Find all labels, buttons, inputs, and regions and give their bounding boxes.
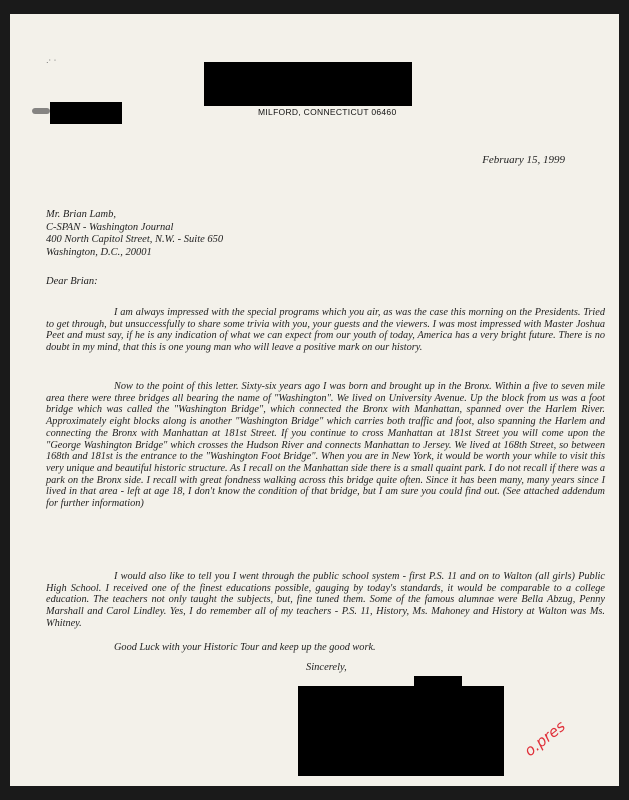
- closing: Sincerely,: [306, 662, 347, 673]
- letter-page: [10, 14, 619, 786]
- paragraph-4: Good Luck with your Historic Tour and keep up the good work.: [114, 642, 376, 653]
- salutation: Dear Brian:: [46, 276, 98, 287]
- redaction-signature-top: [414, 676, 462, 686]
- redaction-letterhead-left: [50, 102, 122, 124]
- recipient-line-4: Washington, D.C., 20001: [46, 246, 152, 258]
- recipient-line-3: 400 North Capitol Street, N.W. - Suite 650: [46, 234, 224, 245]
- recipient-line-2: C-SPAN - Washington Journal: [46, 221, 174, 233]
- paragraph-3: I would also like to tell you I went through the public school system - first P.S. 11 and on to Walton (all girls) Public High School. I received one of the finest educations possible, gauging by today's standards, it would be comparable to a college education. The teachers not only taught the subjects, but, fine tuned them. Some of the famous alumnae were Bella Abzug, Penny Marshall and Carol Lindley. Yes, I do remember all of my teachers - P.S. 11, History, Ms. Mahoney and History at Walton was Ms. Whitney.: [46, 571, 605, 629]
- redaction-letterhead-name: [204, 62, 412, 106]
- red-stamp: o.pres: [520, 717, 569, 760]
- paragraph-1: I am always impressed with the special programs which you air, as was the case this morning on the Presidents. Tried to get through, but unsuccessfully to share some trivia with you, your guests and the viewers. I was most impressed with Master Joshua Peet and must say, if he is any indication of what we can expect from our youth of today, America has a very bright future. There is no doubt in my mind, that this is one young man who will leave a positive mark on our history.: [46, 307, 605, 354]
- ink-smudge: [32, 108, 50, 114]
- stray-marks: .· ⋅: [46, 56, 57, 65]
- redaction-signature: [298, 686, 504, 776]
- letterhead-address: MILFORD, CONNECTICUT 06460: [258, 107, 397, 117]
- paragraph-2: Now to the point of this letter. Sixty-six years ago I was born and brought up in the Bronx. Within a five to seven mile area there were three bridges all bearing the name of "Washington". We lived on University Avenue. Up the block from us was a foot bridge which was called the "Washington Bridge", which connected the Bronx with Manhattan, spanned over the Harlem River. Approximately eight blocks along is another "Washington Bridge" which carries both traffic and foot, also spanning the Harlem and connecting the Bronx with Manhattan at 181st Street. If you continue to cross Manhattan at 181st Street you will come upon the "George Washington Bridge" which crosses the Hudson River and connects Manhattan to Jersey. We lived at 168th Street, so between 168th and 181st is the entrance to the "Washington Foot Bridge". When you are in New York, it would be worth your while to visit this very unique and beautiful historic structure. As I recall on the Manhattan side there is a small quaint park. I do not recall if there was a park on the Bronx side. I recall with great fondness walking across this bridge quite often. Since it has been many, many years since I lived in that area - left at age 18, I don't know the condition of that bridge, but I am sure you could find out. (See attached addendum for further information): [46, 381, 605, 510]
- recipient-address: [46, 209, 223, 259]
- letter-date: February 15, 1999: [482, 154, 565, 166]
- recipient-line-1: Mr. Brian Lamb,: [46, 209, 117, 220]
